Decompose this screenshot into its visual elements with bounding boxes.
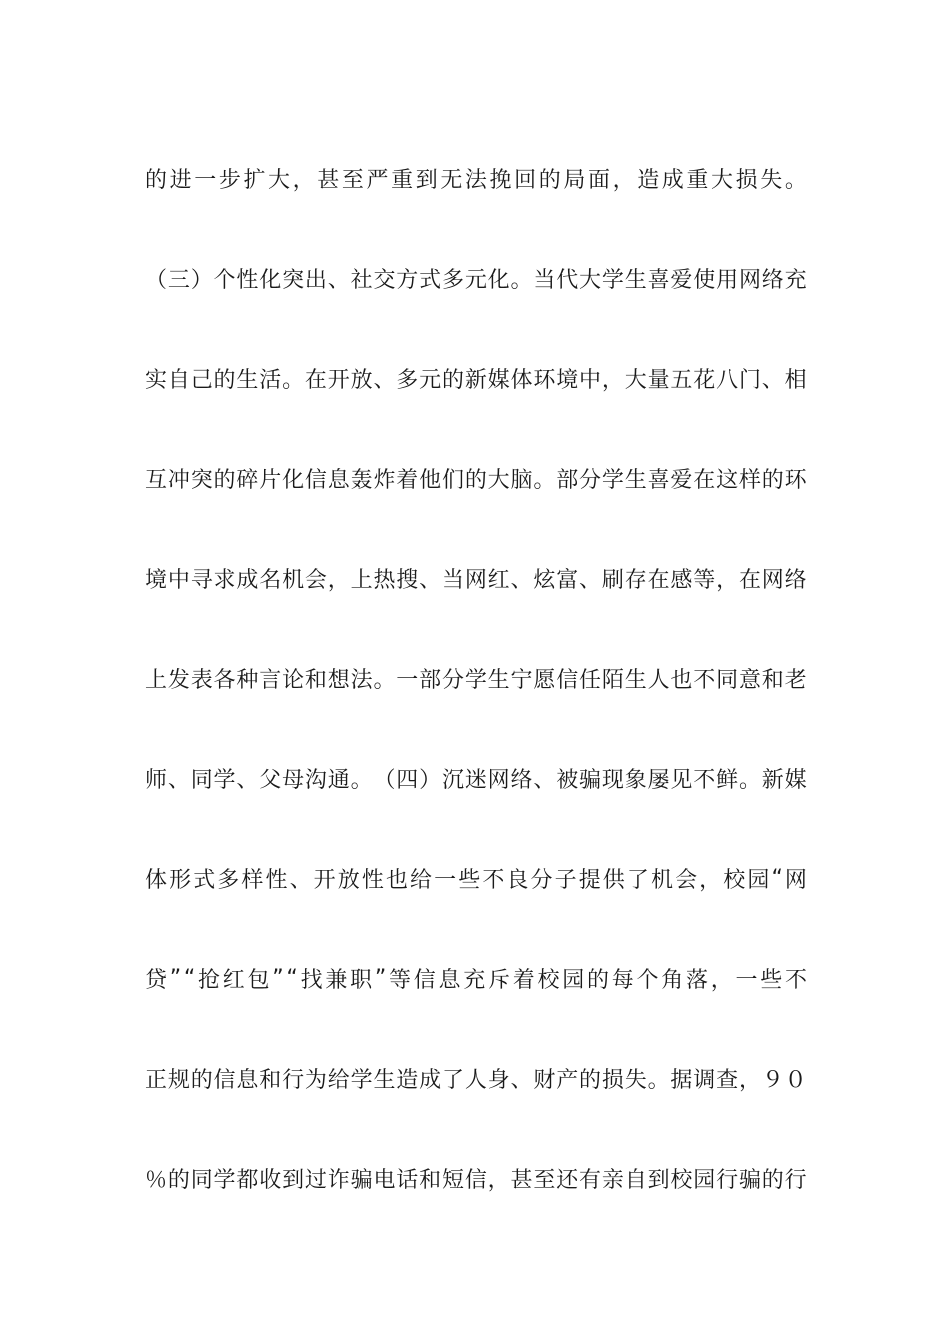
text-line: 体 形 式 多 样 性 、 开 放 性 也 给 一 些 不 良 分 子 提 供 了 机 会 ， 校 园 “ 网 bbox=[145, 865, 807, 893]
text-line: 贷 ” “ 抢 红 包 ” “ 找 兼 职 ” 等 信 息 充 斥 着 校 园 的 每 个 角 落 ， 一 些 不 bbox=[145, 965, 807, 993]
text-line: 实 自 己 的 生 活 。 在 开 放 、 多 元 的 新 媒 体 环 境 中 ， 大 量 五 花 八 门 、 相 bbox=[145, 367, 807, 393]
body-text bbox=[145, 128, 807, 1228]
text-line: （ 三 ） 个 性 化 突 出 、 社 交 方 式 多 元 化 。 当 代 大 学 生 喜 爱 使 用 网 络 充 bbox=[145, 267, 807, 293]
text-line: 正 规 的 信 息 和 行 为 给 学 生 造 成 了 人 身 、 财 产 的 损 失 。 据 调 查 ， ９ ０ bbox=[145, 1067, 807, 1093]
text-line: 互 冲 突 的 碎 片 化 信 息 轰 炸 着 他 们 的 大 脑 。 部 分 学 生 喜 爱 在 这 样 的 环 bbox=[145, 467, 807, 493]
text-line: 上 发 表 各 种 言 论 和 想 法 。 一 部 分 学 生 宁 愿 信 任 陌 生 人 也 不 同 意 和 老 bbox=[145, 667, 807, 693]
text-line: 的 进 一 步 扩 大 ， 甚 至 严 重 到 无 法 挽 回 的 局 面 ， 造 成 重 大 损 失 。 bbox=[145, 167, 807, 193]
text-line: 境 中 寻 求 成 名 机 会 ， 上 热 搜 、 当 网 红 、 炫 富 、 刷 存 在 感 等 ， 在 网 络 bbox=[145, 567, 807, 593]
text-line: ％ 的 同 学 都 收 到 过 诈 骗 电 话 和 短 信 ， 甚 至 还 有 亲 自 到 校 园 行 骗 的 行 bbox=[145, 1167, 807, 1193]
text-line: 师 、 同 学 、 父 母 沟 通 。 （ 四 ） 沉 迷 网 络 、 被 骗 现 象 屡 见 不 鲜 。 新 媒 bbox=[145, 767, 807, 793]
